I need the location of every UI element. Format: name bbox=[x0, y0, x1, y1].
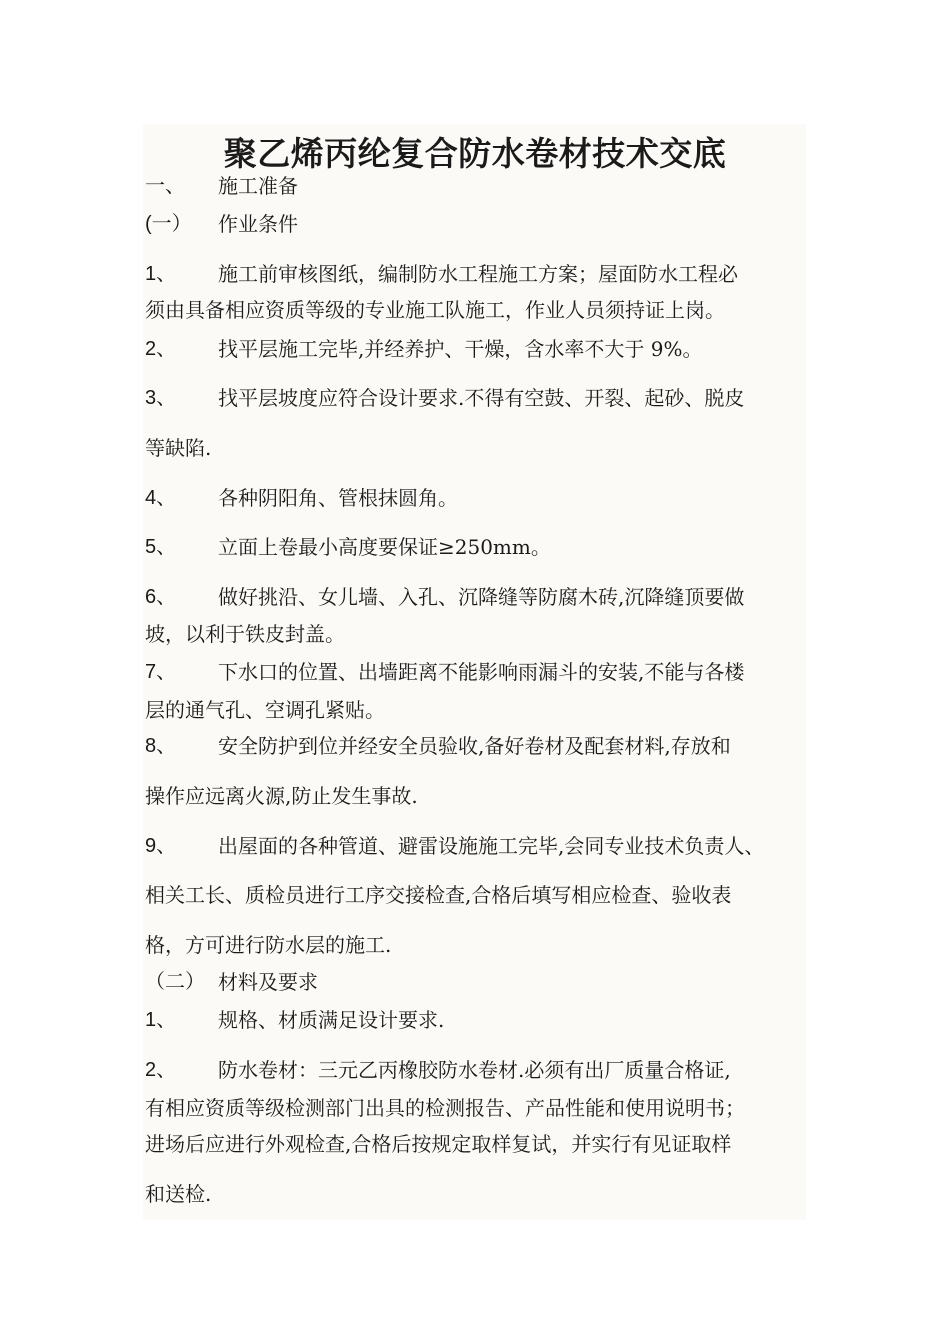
list-item-text: 各种阴阳角、管根抹圆角。 bbox=[218, 486, 458, 510]
list-item-text: 操作应远离火源,防止发生事故. bbox=[145, 784, 418, 808]
list-item-number: 1、 bbox=[145, 1009, 177, 1031]
list-item-text: 防水卷材：三元乙丙橡胶防水卷材.必须有出厂质量合格证, bbox=[218, 1058, 731, 1082]
list-item-text: 出屋面的各种管道、避雷设施施工完毕,会同专业技术负责人、 bbox=[218, 834, 765, 858]
list-item-text: 施工前审核图纸，编制防水工程施工方案；屋面防水工程必 bbox=[218, 262, 738, 286]
list-item-number: 5、 bbox=[145, 536, 177, 558]
list-item-text: 相关工长、质检员进行工序交接检查,合格后填写相应检查、验收表 bbox=[145, 883, 732, 907]
list-item-text: 坡，以利于铁皮封盖。 bbox=[145, 622, 345, 646]
list-item-text: 做好挑沿、女儿墙、入孔、沉降缝等防腐木砖,沉降缝顶要做 bbox=[218, 585, 745, 609]
list-item-text: 找平层施工完毕,并经养护、干燥，含水率不大于 9%。 bbox=[218, 337, 703, 361]
list-item-text: 和送检. bbox=[145, 1182, 212, 1206]
list-item-number: 8、 bbox=[145, 735, 177, 757]
document-title: 聚乙烯丙纶复合防水卷材技术交底 bbox=[223, 134, 727, 173]
list-item-number: 7、 bbox=[145, 661, 177, 683]
list-item-text: 格，方可进行防水层的施工. bbox=[145, 933, 392, 957]
list-item-number: 1、 bbox=[145, 263, 177, 285]
subsection-heading: 作业条件 bbox=[218, 212, 298, 236]
list-item-text: 找平层坡度应符合设计要求.不得有空鼓、开裂、起砂、脱皮 bbox=[218, 386, 745, 410]
subsection-heading: 材料及要求 bbox=[218, 970, 318, 994]
list-item-number: 2、 bbox=[145, 338, 177, 360]
subsection-number: （二） bbox=[145, 971, 205, 993]
list-item-text: 安全防护到位并经安全员验收,备好卷材及配套材料,存放和 bbox=[218, 734, 731, 758]
list-item-text: 下水口的位置、出墙距离不能影响雨漏斗的安装,不能与各楼 bbox=[218, 660, 745, 684]
list-item-text: 立面上卷最小高度要保证≥250mm。 bbox=[218, 535, 551, 559]
list-item-number: 3、 bbox=[145, 387, 177, 409]
section-heading: 施工准备 bbox=[218, 174, 298, 198]
list-item-text: 层的通气孔、空调孔紧贴。 bbox=[145, 698, 385, 722]
list-item-number: 4、 bbox=[145, 487, 177, 509]
list-item-text: 规格、材质满足设计要求. bbox=[218, 1008, 445, 1032]
list-item-text: 须由具备相应资质等级的专业施工队施工，作业人员须持证上岗。 bbox=[145, 298, 725, 322]
list-item-number: 2、 bbox=[145, 1059, 177, 1081]
list-item-number: 9、 bbox=[145, 835, 177, 857]
list-item-text: 等缺陷. bbox=[145, 436, 212, 460]
subsection-number: (一） bbox=[145, 213, 192, 235]
section-number: 一、 bbox=[145, 175, 185, 197]
list-item-text: 有相应资质等级检测部门出具的检测报告、产品性能和使用说明书； bbox=[145, 1096, 745, 1120]
list-item-text: 进场后应进行外观检查,合格后按规定取样复试，并实行有见证取样 bbox=[145, 1132, 732, 1156]
list-item-number: 6、 bbox=[145, 586, 177, 608]
